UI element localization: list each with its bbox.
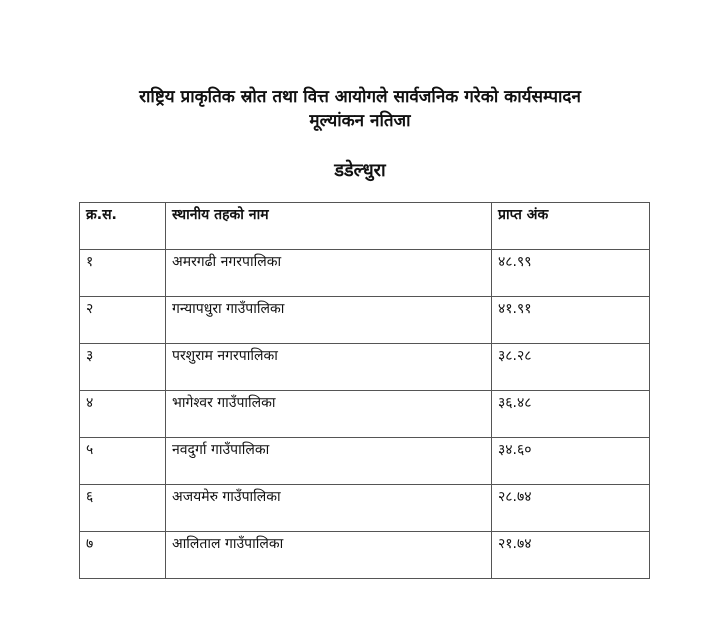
header-serial-number: क्र.स. [80,203,166,250]
table-row [80,250,650,297]
cell-score: २८.७४ [492,485,650,532]
cell-serial-number: ६ [80,485,166,532]
cell-local-level-name: नवदुर्गा गाउँपालिका [166,438,492,485]
table-row [80,438,650,485]
cell-score: ३६.४८ [492,391,650,438]
table-row [80,532,650,579]
cell-local-level-name: गन्यापधुरा गाउँपालिका [166,297,492,344]
cell-serial-number: ७ [80,532,166,579]
document-title-line-1: राष्ट्रिय प्राकृतिक स्रोत तथा वित्त आयोगले सार्वजनिक गरेको कार्यसम्पादन [139,87,581,107]
cell-local-level-name: अजयमेरु गाउँपालिका [166,485,492,532]
cell-score: ४१.९१ [492,297,650,344]
cell-serial-number: ५ [80,438,166,485]
table-row [80,297,650,344]
cell-local-level-name: भागेश्वर गाउँपालिका [166,391,492,438]
header-local-level-name: स्थानीय तहको नाम [166,203,492,250]
cell-serial-number: २ [80,297,166,344]
results-table [79,202,650,579]
cell-score: २१.७४ [492,532,650,579]
cell-serial-number: ३ [80,344,166,391]
cell-score: ३८.२८ [492,344,650,391]
document-title-line-2: मूल्यांकन नतिजा [309,111,411,131]
cell-local-level-name: परशुराम नगरपालिका [166,344,492,391]
table-row [80,344,650,391]
cell-serial-number: ४ [80,391,166,438]
cell-local-level-name: अमरगढी नगरपालिका [166,250,492,297]
cell-score: ३४.६० [492,438,650,485]
district-heading: डडेल्धुरा [334,160,386,181]
cell-local-level-name: आलिताल गाउँपालिका [166,532,492,579]
cell-serial-number: १ [80,250,166,297]
header-score: प्राप्त अंक [492,203,650,250]
table-header-row [80,203,650,250]
table-row [80,391,650,438]
table-row [80,485,650,532]
cell-score: ४८.९९ [492,250,650,297]
